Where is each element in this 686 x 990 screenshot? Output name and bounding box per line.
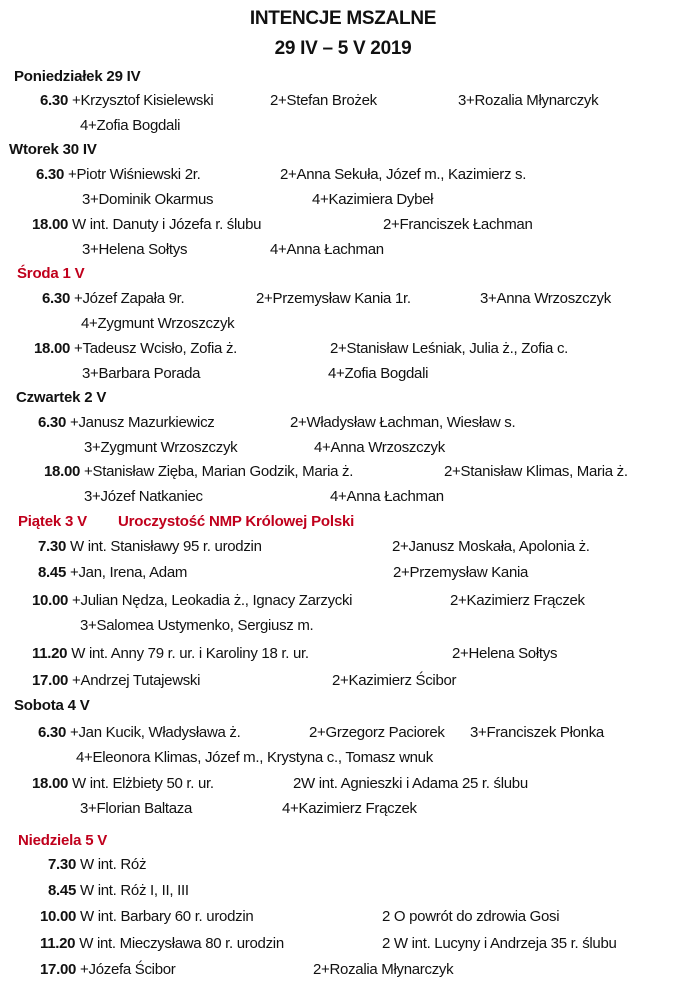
intention-text: +Stanisław Zięba, Marian Godzik, Maria ż. xyxy=(84,463,354,480)
intention-text: 2+Helena Sołtys xyxy=(452,645,558,662)
day-heading: Wtorek 30 IV xyxy=(9,141,97,158)
intention-text: W int. Elżbiety 50 r. ur. xyxy=(72,775,214,792)
intention-text: 2+Kazimierz Frączek xyxy=(450,592,585,609)
intention-text: 2+Rozalia Młynarczyk xyxy=(313,961,454,978)
intention-text: 2+Kazimierz Ścibor xyxy=(332,672,457,689)
mass-time: 11.20 xyxy=(32,645,68,662)
document-title: INTENCJE MSZALNE xyxy=(249,8,437,29)
mass-entry xyxy=(38,724,241,741)
intention-text: 3+Rozalia Młynarczyk xyxy=(458,92,599,109)
intention-text: 4+Eleonora Klimas, Józef m., Krystyna c., Tomasz wnuk xyxy=(76,749,433,766)
intention-text: 3+Franciszek Płonka xyxy=(470,724,604,741)
mass-entry xyxy=(32,645,309,662)
intention-text: +Jan Kucik, Władysława ż. xyxy=(70,724,241,741)
intention-text: 3+Barbara Porada xyxy=(82,365,201,382)
mass-entry xyxy=(32,592,352,609)
mass-time: 10.00 xyxy=(32,592,69,609)
mass-entry xyxy=(42,290,184,307)
mass-time: 18.00 xyxy=(44,463,81,480)
intention-text: 4+Zofia Bogdali xyxy=(328,365,429,382)
intention-text: 4+Anna Wrzoszczyk xyxy=(314,439,445,456)
intention-text: 4+Zygmunt Wrzoszczyk xyxy=(81,315,235,332)
intention-text: 2+Przemysław Kania 1r. xyxy=(256,290,411,307)
mass-time: 17.00 xyxy=(32,672,69,689)
mass-entry xyxy=(34,340,237,357)
intention-text: 4+Zofia Bogdali xyxy=(80,117,181,134)
intention-text: 3+Dominik Okarmus xyxy=(82,191,214,208)
intention-text: W int. Róż xyxy=(80,856,147,873)
mass-time: 11.20 xyxy=(40,935,76,952)
day-heading: Środa 1 V xyxy=(17,265,85,282)
intention-text: +Józefa Ścibor xyxy=(80,961,176,978)
mass-time: 6.30 xyxy=(40,92,68,109)
date-range: 29 IV – 5 V 2019 xyxy=(274,38,412,59)
mass-entry xyxy=(38,414,214,431)
intention-text: 2+Przemysław Kania xyxy=(393,564,529,581)
mass-entry xyxy=(36,166,201,183)
mass-entry xyxy=(38,564,187,581)
intention-text: 2+Władysław Łachman, Wiesław s. xyxy=(290,414,516,431)
mass-time: 18.00 xyxy=(32,775,69,792)
intention-text: W int. Barbary 60 r. urodzin xyxy=(80,908,254,925)
intention-text: 2+Janusz Moskała, Apolonia ż. xyxy=(392,538,590,555)
intention-text: +Andrzej Tutajewski xyxy=(72,672,201,689)
intention-text: +Jan, Irena, Adam xyxy=(70,564,188,581)
intention-text: +Józef Zapała 9r. xyxy=(74,290,185,307)
intention-text: 2 W int. Lucyny i Andrzeja 35 r. ślubu xyxy=(382,935,617,952)
mass-entry xyxy=(44,463,353,480)
intention-text: 4+Anna Łachman xyxy=(270,241,384,258)
mass-entry xyxy=(40,908,253,925)
intention-text: 2+Anna Sekuła, Józef m., Kazimierz s. xyxy=(280,166,527,183)
intention-text: W int. Mieczysława 80 r. urodzin xyxy=(79,935,284,952)
mass-time: 8.45 xyxy=(48,882,76,899)
intention-text: 2W int. Agnieszki i Adama 25 r. ślubu xyxy=(293,775,528,792)
intention-text: 2+Grzegorz Paciorek xyxy=(309,724,445,741)
day-heading: Czwartek 2 V xyxy=(16,389,107,406)
intention-text: 2+Stanisław Leśniak, Julia ż., Zofia c. xyxy=(330,340,569,357)
mass-time: 18.00 xyxy=(32,216,69,233)
mass-entry xyxy=(32,672,200,689)
feast-title: Uroczystość NMP Królowej Polski xyxy=(118,513,355,530)
mass-entry xyxy=(38,538,262,555)
intention-text: 2 O powrót do zdrowia Gosi xyxy=(382,908,560,925)
intention-text: 2+Stanisław Klimas, Maria ż. xyxy=(444,463,628,480)
intention-text: 2+Franciszek Łachman xyxy=(383,216,533,233)
mass-time: 10.00 xyxy=(40,908,77,925)
mass-entry xyxy=(40,935,284,952)
mass-entry xyxy=(40,961,176,978)
intention-text: +Janusz Mazurkiewicz xyxy=(70,414,215,431)
intention-text: +Piotr Wiśniewski 2r. xyxy=(68,166,201,183)
intention-text: 3+Helena Sołtys xyxy=(82,241,188,258)
mass-time: 17.00 xyxy=(40,961,77,978)
day-heading: Piątek 3 V xyxy=(18,513,87,530)
intention-text: 2+Stefan Brożek xyxy=(270,92,377,109)
day-heading: Poniedziałek 29 IV xyxy=(14,68,141,85)
intention-text: 4+Kazimierz Frączek xyxy=(282,800,417,817)
intention-text: +Julian Nędza, Leokadia ż., Ignacy Zarzycki xyxy=(72,592,353,609)
intention-text: W int. Stanisławy 95 r. urodzin xyxy=(70,538,262,555)
mass-entry xyxy=(40,92,213,109)
mass-entry xyxy=(48,856,146,873)
mass-time: 7.30 xyxy=(48,856,76,873)
day-heading: Niedziela 5 V xyxy=(18,832,108,849)
intention-text: W int. Anny 79 r. ur. i Karoliny 18 r. ur. xyxy=(71,645,309,662)
mass-time: 18.00 xyxy=(34,340,71,357)
mass-entry xyxy=(32,216,261,233)
mass-time: 6.30 xyxy=(36,166,64,183)
mass-time: 6.30 xyxy=(38,724,66,741)
intention-text: 3+Salomea Ustymenko, Sergiusz m. xyxy=(80,617,314,634)
intention-text: 4+Anna Łachman xyxy=(330,488,444,505)
day-heading: Sobota 4 V xyxy=(14,697,90,714)
mass-time: 6.30 xyxy=(42,290,70,307)
intention-text: W int. Róż I, II, III xyxy=(80,882,189,899)
intention-text: 3+Józef Natkaniec xyxy=(84,488,203,505)
intention-text: 3+Anna Wrzoszczyk xyxy=(480,290,611,307)
mass-time: 6.30 xyxy=(38,414,66,431)
mass-entry xyxy=(32,775,214,792)
mass-time: 8.45 xyxy=(38,564,66,581)
intention-text: 3+Florian Baltaza xyxy=(80,800,193,817)
intention-text: W int. Danuty i Józefa r. ślubu xyxy=(72,216,262,233)
mass-time: 7.30 xyxy=(38,538,66,555)
intention-text: +Tadeusz Wcisło, Zofia ż. xyxy=(74,340,238,357)
intention-text: 3+Zygmunt Wrzoszczyk xyxy=(84,439,238,456)
mass-entry xyxy=(48,882,189,899)
intention-text: +Krzysztof Kisielewski xyxy=(72,92,214,109)
intention-text: 4+Kazimiera Dybeł xyxy=(312,191,434,208)
